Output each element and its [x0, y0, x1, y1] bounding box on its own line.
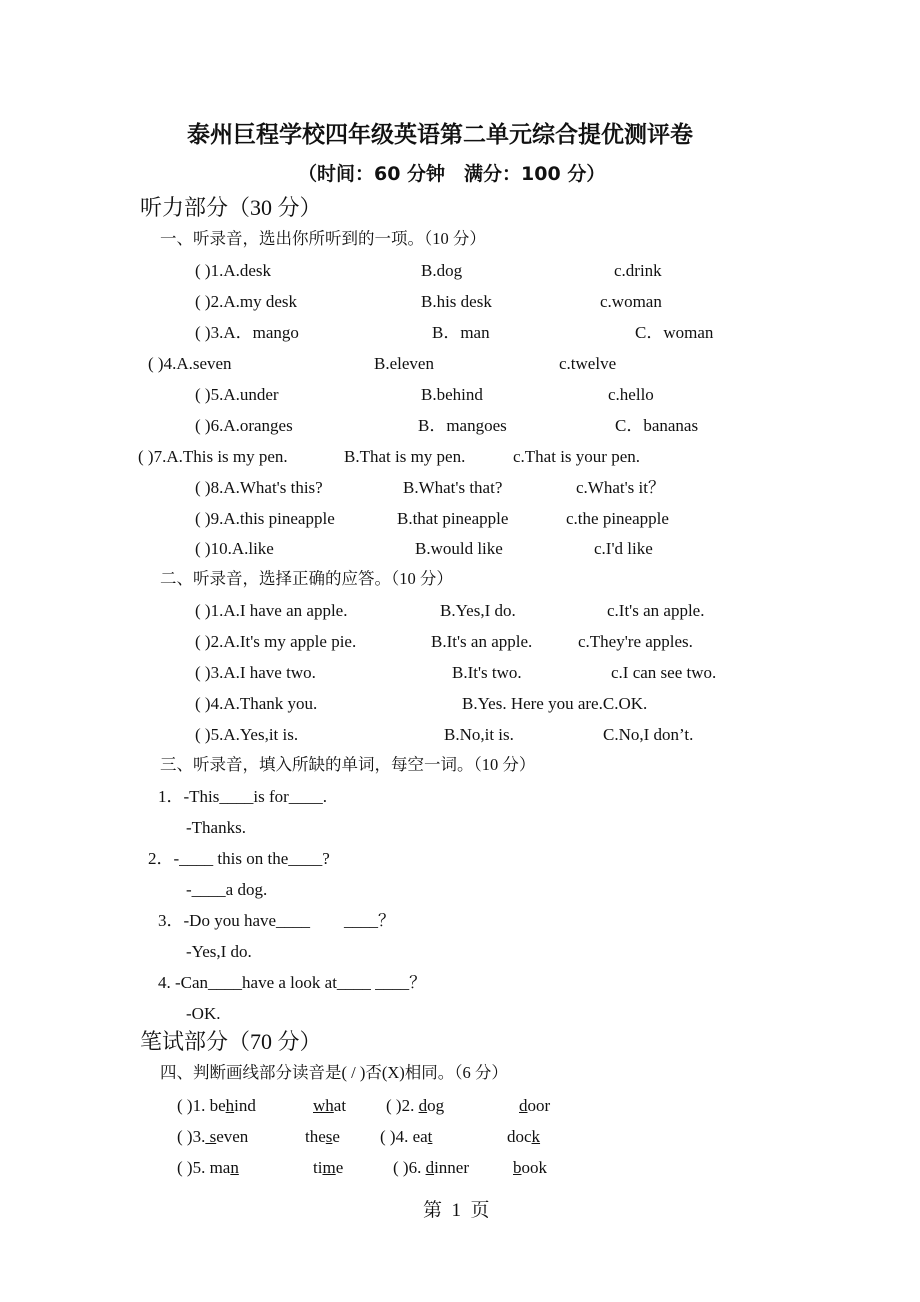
s2-q1-b: B.Yes,I do.	[440, 601, 516, 620]
part-listening-heading: 听力部分（30 分）	[140, 195, 322, 220]
s3-line-4: -____a dog.	[186, 880, 268, 899]
s4-q2-word: ( )2. dog	[386, 1096, 445, 1115]
s2-q3-b: B.It's two.	[452, 663, 522, 682]
s3-line-7: 4. -Can____have a look at____ ____？	[158, 973, 427, 992]
s1-q8-c: c.What's it？	[576, 478, 665, 497]
section-3-heading: 三、听录音，填入所缺的单词，每空一词。（10 分）	[160, 755, 536, 774]
s1-q9-b: B.that pineapple	[397, 509, 509, 528]
s1-q7-a: ( )7.A.This is my pen.	[138, 447, 288, 466]
s1-q5-a: ( )5.A.under	[195, 385, 279, 404]
s3-line-3: 2．-____ this on the____?	[148, 849, 330, 868]
page-subtitle: （时间：60 分钟 满分：100 分）	[298, 163, 606, 185]
s1-q7-c: c.That is your pen.	[513, 447, 640, 466]
s1-q3-b: B．man	[432, 323, 490, 342]
s2-q5-b: B.No,it is.	[444, 725, 514, 744]
s2-q5-c: C.No,I don’t.	[603, 725, 694, 744]
s1-q3-c: C．woman	[635, 323, 714, 342]
s1-q10-b: B.would like	[415, 539, 503, 558]
s1-q6-a: ( )6.A.oranges	[195, 416, 293, 435]
s1-q4-c: c.twelve	[559, 354, 617, 373]
s3-line-8: -OK.	[186, 1004, 221, 1023]
s4-q3-word: ( )3. seven	[177, 1127, 249, 1146]
s3-line-1: 1．-This____is for____.	[158, 787, 328, 806]
s3-line-5: 3．-Do you have____ ____？	[158, 911, 396, 930]
section-1-heading: 一、听录音，选出你所听到的一项。（10 分）	[160, 229, 486, 248]
s1-q8-a: ( )8.A.What's this?	[195, 478, 323, 497]
s4-q1-compare: what	[313, 1096, 347, 1115]
s1-q10-c: c.I'd like	[594, 539, 653, 558]
s2-q2-c: c.They're apples.	[578, 632, 693, 651]
s1-q2-b: B.his desk	[421, 292, 492, 311]
s1-q6-c: C．bananas	[615, 416, 699, 435]
part-written-heading: 笔试部分（70 分）	[140, 1029, 322, 1054]
s3-line-6: -Yes,I do.	[186, 942, 252, 961]
s1-q4-a: ( )4.A.seven	[148, 354, 232, 373]
s4-q6-compare: book	[513, 1158, 547, 1177]
s2-q5-a: ( )5.A.Yes,it is.	[195, 725, 299, 744]
s1-q10-a: ( )10.A.like	[195, 539, 274, 558]
s2-q1-a: ( )1.A.I have an apple.	[195, 601, 348, 620]
s2-q4-a: ( )4.A.Thank you.	[195, 694, 318, 713]
s1-q9-c: c.the pineapple	[566, 509, 669, 528]
s1-q9-a: ( )9.A.this pineapple	[195, 509, 335, 528]
s4-q5-word: ( )5. man	[177, 1158, 239, 1177]
section-4-heading: 四、判断画线部分读音是( / )否(X)相同。（6 分）	[160, 1063, 508, 1082]
s1-q4-b: B.eleven	[374, 354, 434, 373]
s1-q5-b: B.behind	[421, 385, 483, 404]
s4-q3-compare: these	[305, 1127, 340, 1146]
s1-q2-c: c.woman	[600, 292, 662, 311]
s1-q6-b: B．mangoes	[418, 416, 507, 435]
s2-q1-c: c.It's an apple.	[607, 601, 705, 620]
s1-q8-b: B.What's that?	[403, 478, 503, 497]
s4-q5-compare: time	[313, 1158, 344, 1177]
s4-q2-compare: door	[519, 1096, 551, 1115]
s4-q6-word: ( )6. dinner	[393, 1158, 470, 1177]
s1-q5-c: c.hello	[608, 385, 654, 404]
s2-q2-a: ( )2.A.It's my apple pie.	[195, 632, 357, 651]
s1-q7-b: B.That is my pen.	[344, 447, 466, 466]
page-title: 泰州巨程学校四年级英语第二单元综合提优测评卷	[187, 122, 693, 148]
s2-q4-b: B.Yes. Here you are.C.OK.	[462, 694, 648, 713]
s4-q4-compare: dock	[507, 1127, 541, 1146]
s1-q1-c: c.drink	[614, 261, 662, 280]
s1-q3-a: ( )3.A．mango	[195, 323, 299, 342]
s4-q1-word: ( )1. behind	[177, 1096, 256, 1115]
s2-q3-c: c.I can see two.	[611, 663, 717, 682]
s2-q3-a: ( )3.A.I have two.	[195, 663, 316, 682]
s3-line-2: -Thanks.	[186, 818, 246, 837]
s2-q2-b: B.It's an apple.	[431, 632, 533, 651]
s1-q2-a: ( )2.A.my desk	[195, 292, 297, 311]
section-2-heading: 二、听录音，选择正确的应答。（10 分）	[160, 569, 453, 588]
s1-q1-b: B.dog	[421, 261, 463, 280]
s4-q4-word: ( )4. eat	[380, 1127, 433, 1146]
s1-q1-a: ( )1.A.desk	[195, 261, 272, 280]
page-number: 第 1 页	[423, 1200, 490, 1221]
